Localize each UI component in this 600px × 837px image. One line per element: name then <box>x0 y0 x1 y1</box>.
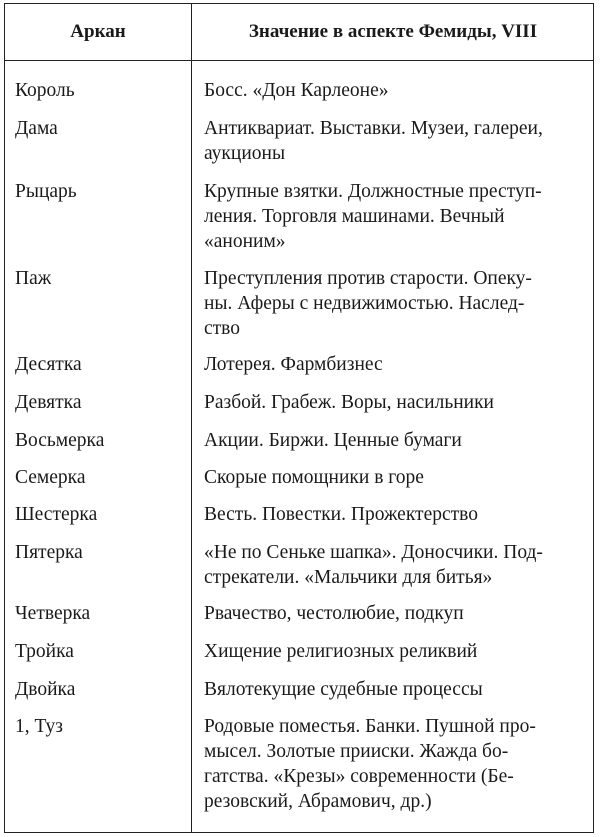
arkan-cell: Дама <box>15 118 58 139</box>
arkan-cell: Рыцарь <box>15 181 77 202</box>
arkan-cell: Паж <box>15 268 52 289</box>
arcana-table <box>4 3 594 833</box>
arkan-cell: Девятка <box>15 392 82 413</box>
meaning-cell: Разбой. Грабеж. Воры, насильники <box>204 392 494 413</box>
header-meaning: Значение в аспекте Фемиды, VIII <box>248 21 538 42</box>
arkan-cell: Десятка <box>15 354 82 375</box>
meaning-cell: Хищение религиозных реликвий <box>204 641 478 662</box>
meaning-cell: Босс. «Дон Карлеоне» <box>204 80 389 101</box>
meaning-cell: Антиквариат. Выставки. Музеи, галереи, аукционы <box>204 118 543 164</box>
arkan-cell: Семерка <box>15 467 86 488</box>
arkan-cell: Четверка <box>15 603 91 624</box>
meaning-cell: Крупные взятки. Должностные преступ- ления. Торговля машинами. Вечный «аноним» <box>204 181 542 252</box>
arkan-cell: Пятерка <box>15 542 83 563</box>
meaning-cell: Скорые помощники в горе <box>204 467 424 488</box>
column-divider <box>191 4 192 832</box>
meaning-cell: Лотерея. Фармбизнес <box>204 354 383 375</box>
arkan-cell: Двойка <box>15 679 76 700</box>
arkan-cell: Восьмерка <box>15 430 105 451</box>
meaning-cell: Рвачество, честолюбие, подкуп <box>204 603 464 624</box>
header-divider <box>5 60 593 61</box>
arkan-cell: 1, Туз <box>15 716 63 737</box>
meaning-cell: Родовые поместья. Банки. Пушной про- мысел. Золотые прииски. Жажда бо- гатства. «Крезы» современности (Бе- резовский, Абрамович, др.) <box>204 716 536 812</box>
arkan-cell: Шестерка <box>15 504 98 525</box>
meaning-cell: Весть. Повестки. Прожектерство <box>204 504 478 525</box>
meaning-cell: Акции. Биржи. Ценные бумаги <box>204 430 462 451</box>
arkan-cell: Король <box>15 80 75 101</box>
meaning-cell: Преступления против старости. Опеку- ны. Аферы с недвижимостью. Наслед- ство <box>204 268 532 339</box>
arkan-cell: Тройка <box>15 641 74 662</box>
header-arkan: Аркан <box>70 21 126 42</box>
meaning-cell: «Не по Сеньке шапка». Доносчики. Под- стрекатели. «Мальчики для битья» <box>204 542 543 588</box>
meaning-cell: Вялотекущие судебные процессы <box>204 679 483 700</box>
